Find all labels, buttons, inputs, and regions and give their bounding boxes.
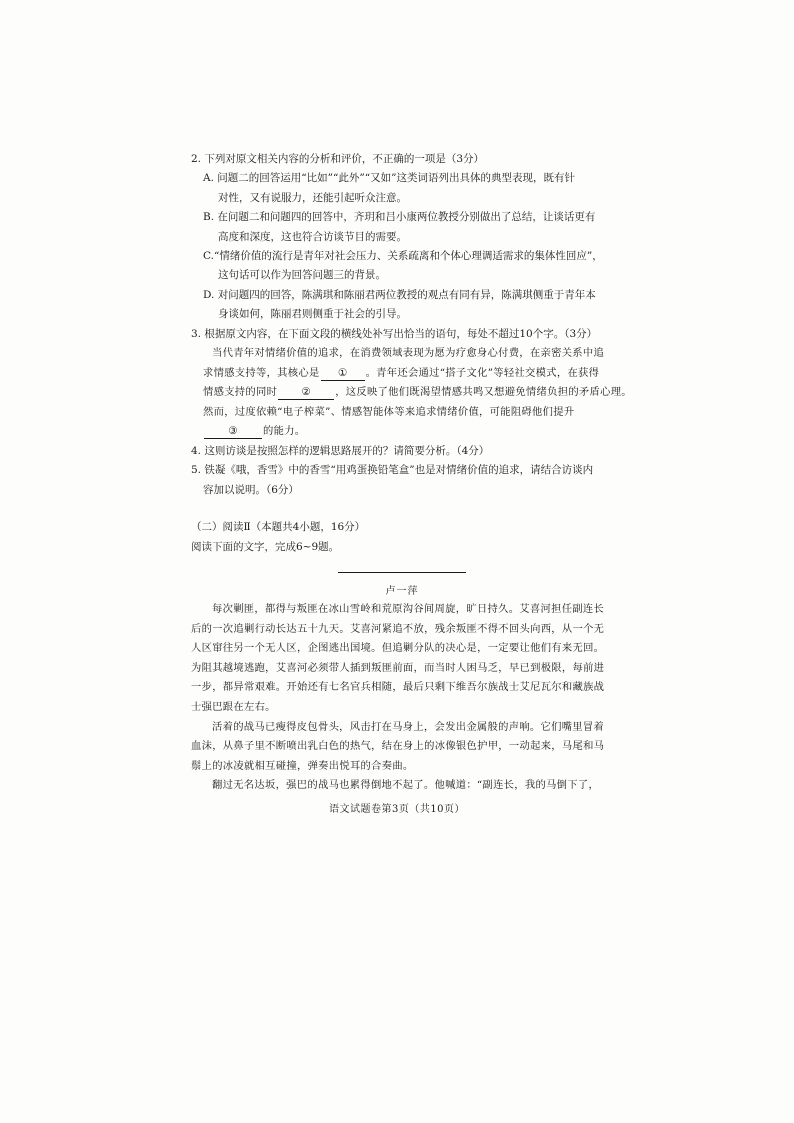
q2-option-a-line2: 对性，又有说服力，还能引起听众注意。 xyxy=(218,191,407,204)
q3-blank-1: ① xyxy=(321,366,365,381)
q3-passage-line4: 然而，过度依赖“电子榨菜”、情感智能体等来追求情绪价值，可能阻碍他们提升 xyxy=(203,405,575,418)
q3-blank-2: ② xyxy=(278,385,334,400)
section-gap xyxy=(191,500,621,518)
story-title-rule xyxy=(338,572,466,573)
story-line: 后的一次追剿行动长达五十九天。艾喜河紧追不放，残余叛匪不得不回头向西，从一个无 xyxy=(191,622,605,635)
section2-instruction: 阅读下面的文字，完成6~9题。 xyxy=(191,540,340,553)
q2-option-a-line1: A. 问题二的回答运用“比如”“此外”“又如”这类词语列出具体的典型表现，既有针 xyxy=(203,172,575,185)
q2-option-a xyxy=(191,169,621,208)
story-line: 每次剿匪，都得与叛匪在冰山雪岭和荒原沟谷间周旋，旷日持久。艾喜河担任副连长 xyxy=(212,603,605,615)
q2-option-d-line1: D. 对问题四的回答，陈满琪和陈丽君两位教授的观点有同有异，陈满琪侧重于青年本 xyxy=(203,288,596,301)
q3-text-3b: ，这反映了他们既渴望情感共鸣又想避免情绪负担的矛盾心理。 xyxy=(335,386,632,399)
q5-stem-line1: 5. 铁凝《哦，香雪》中的香雪“用鸡蛋换铅笔盒”也是对情绪价值的追求，请结合访谈内 xyxy=(191,464,594,477)
q4-stem: 4. 这则访谈是按照怎样的逻辑思路展开的？请简要分析。（4分） xyxy=(191,445,490,458)
story-line: 士强巴跟在左右。 xyxy=(191,700,276,713)
q5-stem-line2: 容加以说明。（6分） xyxy=(203,483,299,496)
page-footer: 语文试题卷第3页（共10页） xyxy=(328,804,466,815)
q2-option-b-line1: B. 在问题二和问题四的回答中，齐玥和吕小康两位教授分别做出了总结，让谈话更有 xyxy=(203,211,596,224)
q3-passage-line5 xyxy=(191,422,621,442)
story-line: 人区窜往另一个无人区，企图逃出国境。但追剿分队的决心是，一定要让他们有来无回。 xyxy=(191,642,605,655)
q3-text-5b: 的能力。 xyxy=(263,425,306,438)
q3-blank-3: ③ xyxy=(204,424,262,439)
q3-text-2b: 。青年还会通过“搭子文化”等轻社交模式，在获得 xyxy=(365,366,600,379)
q2-option-b xyxy=(191,208,621,247)
questions-block xyxy=(191,150,632,557)
story-line: 一步，都异常艰难。开始还有七名官兵相随，最后只剩下维吾尔族战士艾尼瓦尔和藏族战 xyxy=(191,681,605,694)
q3-stem: 3. 根据原文内容，在下面文段的横线处补写出恰当的语句，每处不超过10个字。（3分） xyxy=(191,327,598,340)
q2-option-d-line2: 身谈如何，陈丽君则侧重于社会的引导。 xyxy=(218,308,407,321)
story-line: 为阻其越境逃跑，艾喜河必须带人插到叛匪前面，而当时人困马乏，早已到极限，每前进 xyxy=(191,661,605,674)
story-line: 翻过无名达坂，强巴的战马也累得倒地不起了。他喊道：“副连长，我的马倒下了， xyxy=(212,779,600,792)
q2-option-c-line2: 这句话可以作为回答问题三的背景。 xyxy=(218,269,386,282)
story-title-block xyxy=(338,572,466,597)
story-line: 血沫，从鼻子里不断喷出乳白色的热气，结在身上的冰像银色护甲，一动起来，马尾和马 xyxy=(191,740,605,753)
story-body xyxy=(191,600,621,796)
q2-stem: 2. 下列对原文相关内容的分析和评价，不正确的一项是（3分） xyxy=(191,153,485,165)
story-author: 卢一萍 xyxy=(385,586,419,597)
story-line: 鬃上的冰凌就相互碰撞，弹奏出悦耳的合奏曲。 xyxy=(191,759,414,772)
q2-option-d xyxy=(191,286,621,325)
q3-passage-line3 xyxy=(191,383,632,403)
q3-passage-line1: 当代青年对情绪价值的追求，在消费领域表现为愿为疗愈身心付费，在亲密关系中追 xyxy=(212,347,605,360)
q3-passage-line2 xyxy=(191,364,621,384)
q2-option-b-line2: 高度和深度，这也符合访谈节目的需要。 xyxy=(218,230,407,243)
story-line: 活着的战马已瘦得皮包骨头，风击打在马身上，会发出金属般的声响。它们嘴里冒着 xyxy=(212,720,605,733)
q3-text-2a: 求情感支持等，其核心是 xyxy=(203,366,320,379)
section2-heading: （二）阅读Ⅱ（本题共4小题，16分） xyxy=(191,521,366,534)
q2-option-c xyxy=(191,247,621,286)
q2-option-c-line1: C.“情绪价值的流行是青年对社会压力、关系疏离和个体心理调适需求的集体性回应”， xyxy=(203,250,603,263)
q3-text-3a: 情感支持的同时 xyxy=(203,386,278,399)
